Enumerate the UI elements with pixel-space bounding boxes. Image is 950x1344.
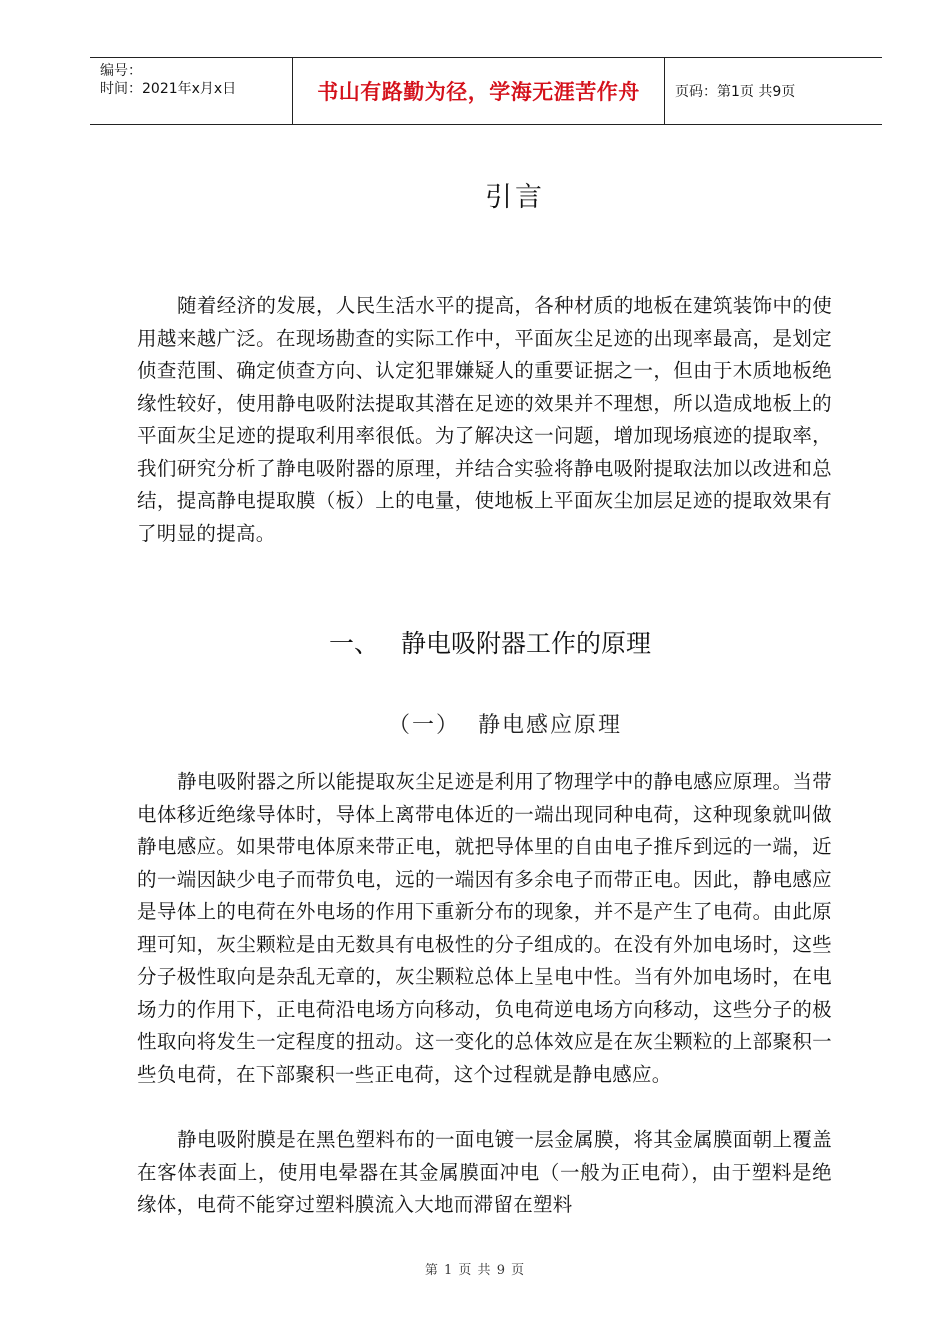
page-header (90, 57, 882, 125)
header-page-cell (665, 58, 882, 124)
section-title: 静电吸附器工作的原理 (401, 629, 652, 658)
subsection-title: 静电感应原理 (478, 713, 623, 738)
section-heading (0, 624, 950, 660)
header-page-label: 页码：第1页 共9页 (675, 84, 796, 100)
header-time-label: 时间：2021年x月x日 (100, 81, 237, 97)
header-motto-cell (293, 58, 665, 124)
header-meta (90, 58, 293, 124)
header-motto: 书山有路勤为径，学海无涯苦作舟 (317, 80, 640, 104)
intro-paragraph: 随着经济的发展，人民生活水平的提高，各种材质的地板在建筑装饰中的使用越来越广泛。在现场勘查的实际工作中，平面灰尘足迹的出现率最高，是划定侦查范围、确定侦查方向、认定犯罪嫌疑人的重要证据之一，但由于木质地板绝缘性较好，使用静电吸附法提取其潜在足迹的效果并不理想，所以造成地板上的平面灰尘足迹的提取利用率很低。为了解决这一问题，增加现场痕迹的提取率，我们研究分析了静电吸附器的原理，并结合实验将静电吸附提取法加以改进和总结，提高静电提取膜（板）上的电量，使地板上平面灰尘加层足迹的提取效果有了明显的提高。 (137, 294, 832, 545)
page-footer: 第 1 页 共 9 页 (424, 1263, 526, 1278)
body-paragraph: 静电吸附器之所以能提取灰尘足迹是利用了物理学中的静电感应原理。当带电体移近绝缘导体时，导体上离带电体近的一端出现同种电荷，这种现象就叫做静电感应。如果带电体原来带正电，就把导体里的自由电子推斥到远的一端，近的一端因缺少电子而带负电，远的一端因有多余电子而带正电。因此，静电感应是导体上的电荷在外电场的作用下重新分布的现象，并不是产生了电荷。由此原理可知，灰尘颗粒是由无数具有电极性的分子组成的。在没有外加电场时，这些分子极性取向是杂乱无章的，灰尘颗粒总体上呈电中性。当有外加电场时，在电场力的作用下，正电荷沿电场方向移动，负电荷逆电场方向移动，这些分子的极性取向将发生一定程度的扭动。这一变化的总体效应是在灰尘颗粒的上部聚积一些负电荷，在下部聚积一些正电荷，这个过程就是静电感应。 (137, 770, 832, 1086)
subsection-heading (0, 708, 950, 739)
document-title: 引言 (485, 182, 545, 213)
header-number-label: 编号： (100, 63, 142, 79)
section-number: 一、 (328, 629, 379, 658)
body-paragraph: 静电吸附膜是在黑色塑料布的一面电镀一层金属膜，将其金属膜面朝上覆盖在客体表面上，使用电晕器在其金属膜面冲电（一般为正电荷），由于塑料是绝缘体，电荷不能穿过塑料膜流入大地而滞留在塑料 (137, 1128, 832, 1216)
subsection-number: （一） (387, 713, 460, 738)
